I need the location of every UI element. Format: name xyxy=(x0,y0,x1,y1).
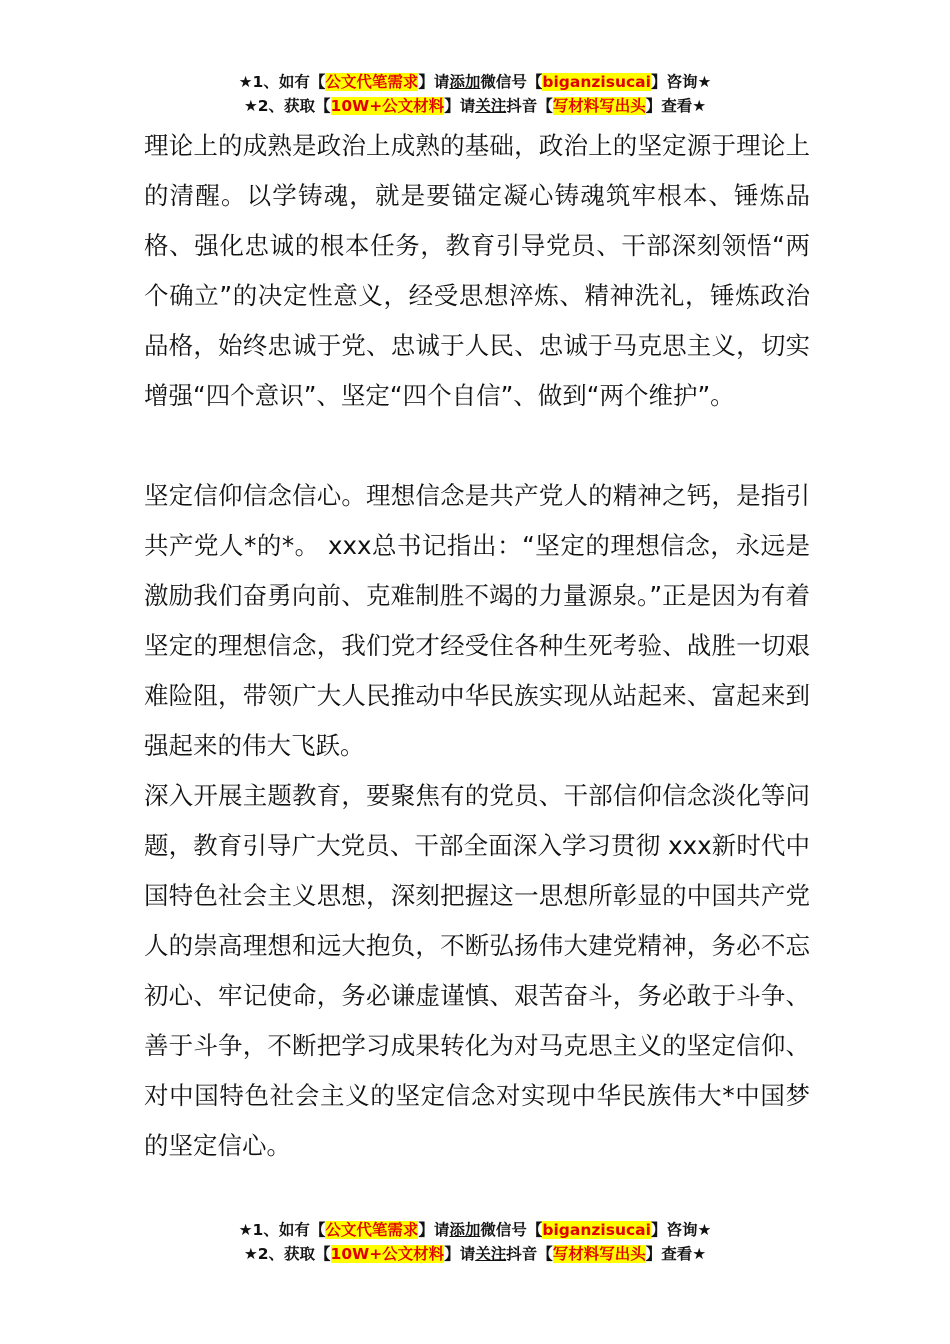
underlined-add: 添加 xyxy=(449,1221,481,1239)
highlight-materials: 10W+公文材料 xyxy=(330,97,445,115)
highlight-douyin-account: 写材料写出头 xyxy=(552,1245,646,1263)
banner-text: 微信号【 xyxy=(480,73,543,91)
banner-text: 】查看★ xyxy=(645,97,707,115)
bottom-banner xyxy=(0,1218,950,1266)
highlight-service: 公文代笔需求 xyxy=(325,1221,419,1239)
banner-line-1 xyxy=(0,1218,950,1242)
underlined-follow: 关注 xyxy=(475,97,507,115)
banner-text: 】请 xyxy=(444,97,476,115)
highlight-service: 公文代笔需求 xyxy=(325,73,419,91)
banner-text: 】咨询★ xyxy=(650,1221,712,1239)
underlined-follow: 关注 xyxy=(475,1245,507,1263)
highlight-wechat-id: biganzisucai xyxy=(542,1221,651,1239)
banner-text: 】查看★ xyxy=(645,1245,707,1263)
banner-text: 微信号【 xyxy=(480,1221,543,1239)
banner-text: ★2、获取【 xyxy=(243,97,331,115)
highlight-materials: 10W+公文材料 xyxy=(330,1245,445,1263)
paragraph-spacer xyxy=(144,421,810,471)
banner-line-1 xyxy=(0,70,950,94)
paragraph-2: 坚定信仰信念信心。理想信念是共产党人的精神之钙，是指引共产党人*的*。 xxx总书记指出：“坚定的理想信念，永远是激励我们奋勇向前、克难制胜不竭的力量源泉。”正是因为有着坚定的理想信念，我们党才经受住各种生死考验、战胜一切艰难险阻，带领广大人民推动中华民族实现从站起来、富起来到强起来的伟大飞跃。 xyxy=(144,481,810,760)
top-banner xyxy=(0,70,950,118)
banner-text: ★1、如有【 xyxy=(238,73,326,91)
highlight-wechat-id: biganzisucai xyxy=(542,73,651,91)
banner-text: 】请 xyxy=(444,1245,476,1263)
banner-text: 】请 xyxy=(418,1221,450,1239)
banner-text: 抖音【 xyxy=(506,97,553,115)
banner-text: ★1、如有【 xyxy=(238,1221,326,1239)
banner-text: 抖音【 xyxy=(506,1245,553,1263)
banner-line-2 xyxy=(0,94,950,118)
paragraph-3: 深入开展主题教育，要聚焦有的党员、干部信仰信念淡化等问题，教育引导广大党员、干部全面深入学习贯彻 xxx新时代中国特色社会主义思想，深刻把握这一思想所彰显的中国共产党人的崇高理想和远大抱负，不断弘扬伟大建党精神，务必不忘初心、牢记使命，务必谦虚谨慎、艰苦奋斗，务必敢于斗争、善于斗争，不断把学习成果转化为对马克思主义的坚定信仰、对中国特色社会主义的坚定信念对实现中华民族伟大*中国梦的坚定信心。 xyxy=(144,781,810,1160)
highlight-douyin-account: 写材料写出头 xyxy=(552,97,646,115)
document-body xyxy=(144,121,810,1171)
underlined-add: 添加 xyxy=(449,73,481,91)
paragraph-1: 理论上的成熟是政治上成熟的基础，政治上的坚定源于理论上的清醒。以学铸魂，就是要锚定凝心铸魂筑牢根本、锤炼品格、强化忠诚的根本任务，教育引导党员、干部深刻领悟“两个确立”的决定性意义，经受思想淬炼、精神洗礼，锤炼政治品格，始终忠诚于党、忠诚于人民、忠诚于马克思主义，切实增强“四个意识”、坚定“四个自信”、做到“两个维护”。 xyxy=(144,131,810,410)
banner-text: 】咨询★ xyxy=(650,73,712,91)
banner-line-2 xyxy=(0,1242,950,1266)
banner-text: ★2、获取【 xyxy=(243,1245,331,1263)
banner-text: 】请 xyxy=(418,73,450,91)
